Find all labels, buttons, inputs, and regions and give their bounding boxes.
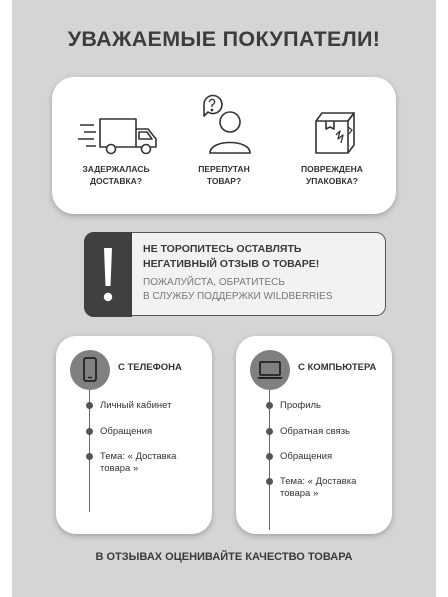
poster-background — [12, 0, 436, 597]
page-title: УВАЖАЕМЫЕ ПОКУПАТЕЛИ! — [67, 27, 381, 51]
step-bullet — [266, 453, 273, 460]
step-bullet — [266, 402, 273, 409]
phone-step-requests: Обращения — [100, 426, 153, 437]
computer-step-requests: Обращения — [280, 451, 333, 462]
exclamation-icon — [84, 232, 132, 317]
confused-person-icon — [174, 77, 274, 163]
alert-headline: НЕ ТОРОПИТЕСЬ ОСТАВЛЯТЬ НЕГАТИВНЫЙ ОТЗЫВ О ТОВАРЕ! — [143, 243, 320, 270]
phone-icon-badge — [70, 350, 110, 390]
issue-delivery-label: ЗАДЕРЖАЛАСЬ ДОСТАВКА? — [82, 164, 150, 186]
smartphone-icon — [70, 350, 110, 390]
issues-card — [52, 77, 396, 214]
laptop-icon — [250, 350, 290, 390]
computer-instructions-card — [236, 336, 392, 534]
phone-card-title: С ТЕЛЕФОНА — [118, 362, 182, 373]
issue-damaged-package-label: ПОВРЕЖДЕНА УПАКОВКА? — [301, 164, 363, 186]
step-bullet — [86, 428, 93, 435]
phone-step-topic: Тема: « Доставка товара » — [100, 451, 177, 474]
step-bullet — [86, 453, 93, 460]
computer-steps-line — [269, 390, 270, 530]
phone-instructions-card — [56, 336, 212, 534]
computer-card-title: С КОМПЬЮТЕРА — [298, 362, 377, 373]
computer-step-profile: Профиль — [280, 400, 322, 411]
step-bullet — [266, 478, 273, 485]
alert-subtext: ПОЖАЛУЙСТА, ОБРАТИТЕСЬ В СЛУЖБУ ПОДДЕРЖКИ WILDBERRIES — [143, 277, 333, 302]
phone-step-cabinet: Личный кабинет — [100, 400, 172, 411]
computer-icon-badge — [250, 350, 290, 390]
computer-step-feedback: Обратная связь — [280, 426, 350, 437]
damaged-box-icon — [282, 77, 382, 163]
step-bullet — [266, 428, 273, 435]
alert-banner — [84, 232, 386, 316]
delivery-truck-icon — [66, 77, 166, 163]
computer-step-topic: Тема: « Доставка товара » — [280, 476, 357, 499]
footer-note: В ОТЗЫВАХ ОЦЕНИВАЙТЕ КАЧЕСТВО ТОВАРА — [95, 551, 353, 563]
issue-wrong-item-label: ПЕРЕПУТАН ТОВАР? — [198, 164, 250, 186]
step-bullet — [86, 402, 93, 409]
